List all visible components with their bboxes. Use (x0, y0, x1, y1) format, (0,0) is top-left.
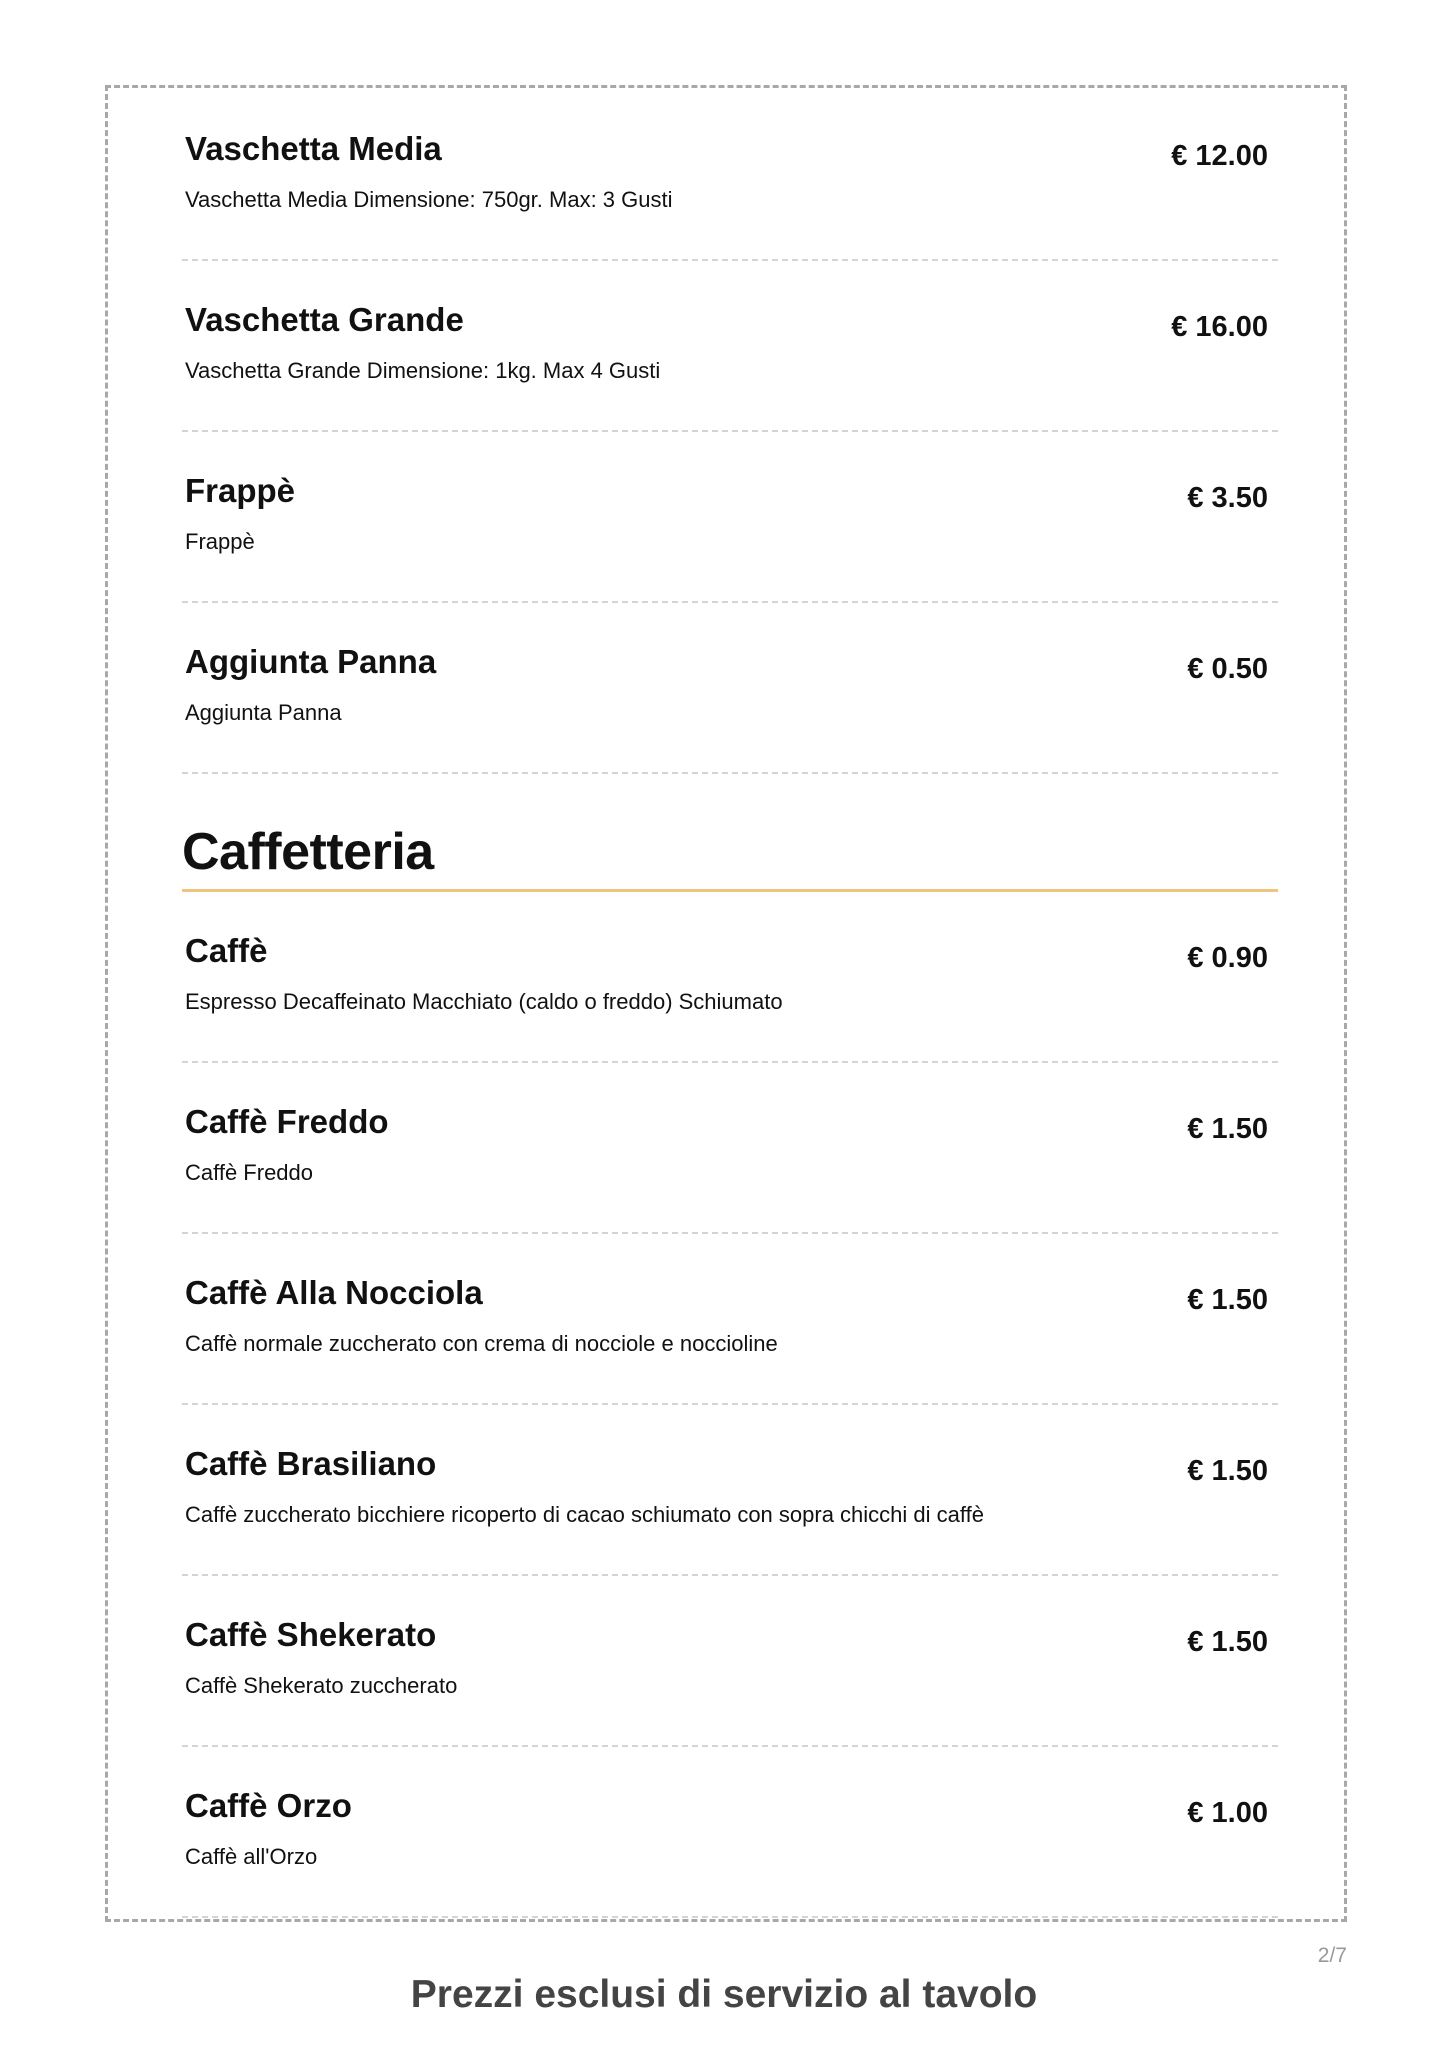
item-price: € 3.50 (1187, 482, 1268, 514)
menu-item (182, 261, 1278, 432)
item-price: € 16.00 (1171, 311, 1268, 343)
item-name: Aggiunta Panna (185, 643, 437, 680)
item-price: € 1.50 (1187, 1284, 1268, 1316)
item-name: Vaschetta Media (185, 130, 442, 167)
item-name: Caffè Orzo (185, 1787, 352, 1824)
item-price: € 1.50 (1187, 1455, 1268, 1487)
menu-item (182, 1747, 1278, 1918)
item-price: € 1.50 (1187, 1113, 1268, 1145)
section-title: Caffetteria (182, 823, 434, 881)
page-number: 2/7 (1317, 1944, 1347, 1967)
item-name: Caffè Freddo (185, 1103, 389, 1140)
item-description: Caffè Freddo (185, 1160, 314, 1185)
item-price: € 1.00 (1187, 1797, 1268, 1829)
item-price: € 0.50 (1187, 653, 1268, 685)
menu-list-caffetteria (182, 892, 1278, 1918)
item-price: € 12.00 (1171, 140, 1268, 172)
menu-item (182, 1405, 1278, 1576)
item-description: Caffè normale zuccherato con crema di nocciole e noccioline (185, 1331, 778, 1356)
item-price: € 0.90 (1187, 942, 1268, 974)
item-name: Caffè (185, 932, 268, 969)
menu-item (182, 892, 1278, 1063)
menu-item (182, 1063, 1278, 1234)
menu-item (182, 90, 1278, 261)
item-description: Caffè Shekerato zuccherato (185, 1673, 458, 1698)
item-description: Frappè (185, 529, 255, 554)
menu-item (182, 432, 1278, 603)
menu-item (182, 1576, 1278, 1747)
item-name: Caffè Brasiliano (185, 1445, 437, 1482)
item-description: Vaschetta Grande Dimensione: 1kg. Max 4 Gusti (185, 358, 661, 383)
menu-list-gelato (182, 90, 1278, 774)
item-name: Caffè Alla Nocciola (185, 1274, 483, 1311)
section-header (182, 815, 1278, 892)
footer-note: Prezzi esclusi di servizio al tavolo (410, 1973, 1038, 2016)
item-description: Aggiunta Panna (185, 700, 342, 725)
menu-item (182, 1234, 1278, 1405)
item-name: Vaschetta Grande (185, 301, 464, 338)
item-name: Caffè Shekerato (185, 1616, 437, 1653)
item-price: € 1.50 (1187, 1626, 1268, 1658)
item-description: Vaschetta Media Dimensione: 750gr. Max: 3 Gusti (185, 187, 673, 212)
item-description: Espresso Decaffeinato Macchiato (caldo o freddo) Schiumato (185, 989, 783, 1014)
item-name: Frappè (185, 472, 296, 509)
menu-item (182, 603, 1278, 774)
item-description: Caffè zuccherato bicchiere ricoperto di cacao schiumato con sopra chicchi di caffè (185, 1502, 984, 1527)
item-description: Caffè all'Orzo (185, 1844, 318, 1869)
